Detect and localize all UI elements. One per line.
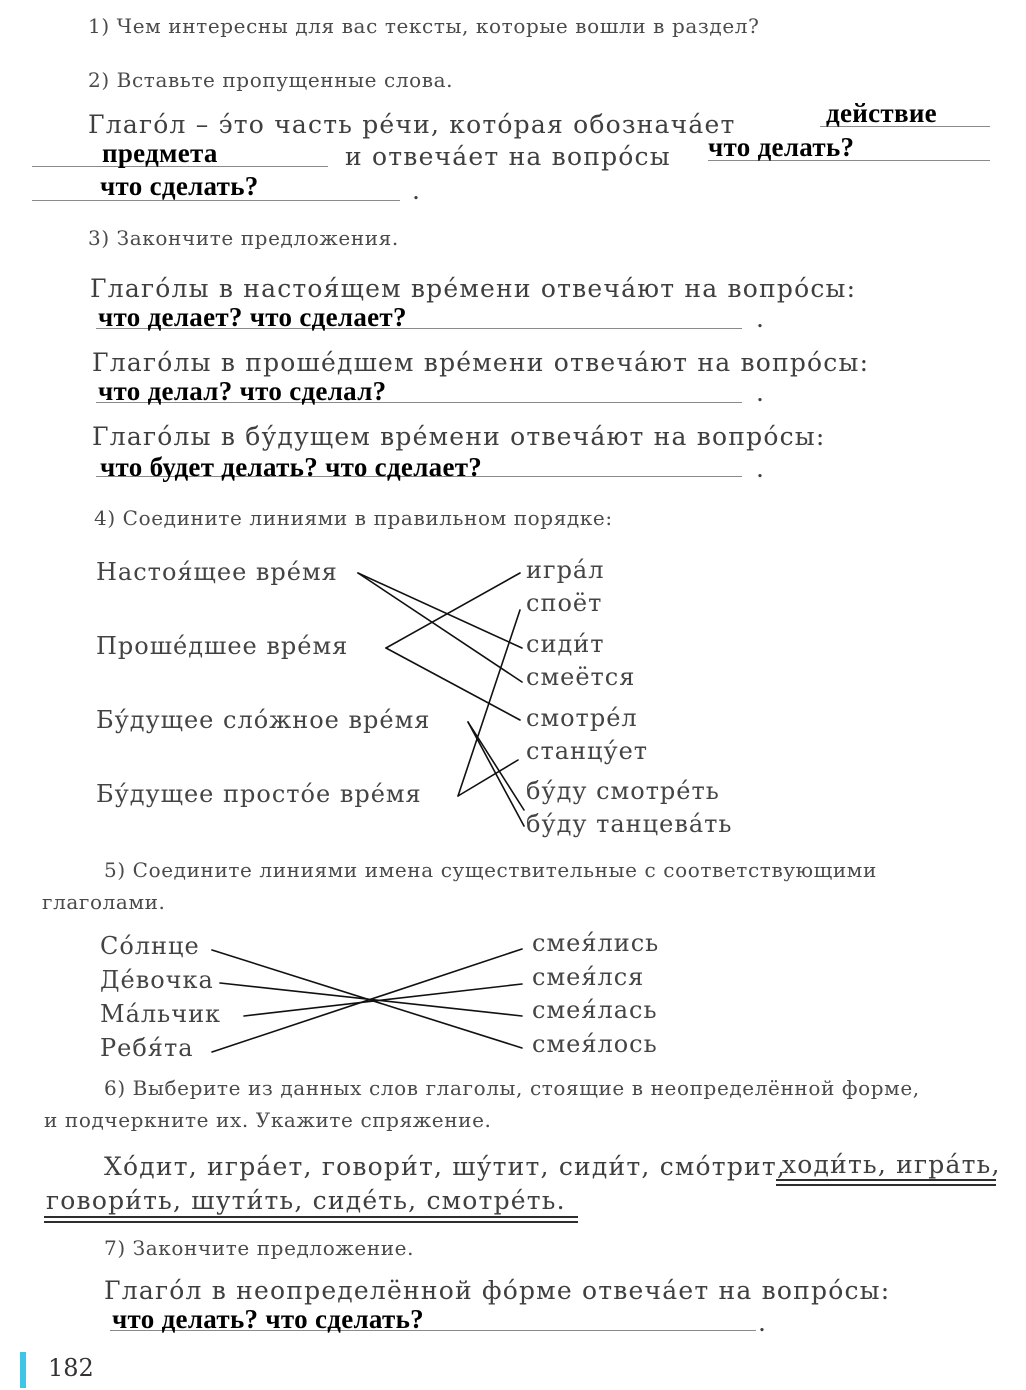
q7-answer[interactable]: что делать? что сделать? <box>112 1304 424 1334</box>
q4-line-present-smeetsya <box>358 573 522 682</box>
q5-right-3: смея́лась <box>532 996 658 1024</box>
q5-left-4: Ребя́та <box>100 1034 194 1062</box>
q6-words-underlined-1: ходи́ть, игра́ть, <box>782 1150 1001 1179</box>
q4-left-present: Настоя́щее вре́мя <box>96 558 338 586</box>
q6-words-plain: Хо́дит, игра́ет, говори́т, шу́тит, сиди́т, смо́трит, <box>104 1152 787 1181</box>
q4-right-8: бу́ду танцева́ть <box>526 810 733 838</box>
q7-text: Глаго́л в неопределённой фо́рме отвеча́ет на вопро́сы: <box>104 1276 891 1305</box>
question-5-title-line1: 5) Соедините линиями имена существительные с соответствующими <box>104 858 877 882</box>
q4-right-3: сиди́т <box>526 630 605 658</box>
q2-answer-1[interactable]: действие <box>826 98 937 128</box>
page-number: 182 <box>48 1354 94 1382</box>
q4-left-past: Проше́дшее вре́мя <box>96 632 349 660</box>
q5-left-3: Ма́льчик <box>100 1000 222 1028</box>
q4-line-simple-stancuet <box>458 760 518 796</box>
q4-line-compound-budu-smotret <box>468 722 524 810</box>
q2-answer-4[interactable]: что сделать? <box>100 171 259 201</box>
question-1: 1) Чем интересны для вас тексты, которые вошли в раздел? <box>88 14 760 38</box>
q2-sentence-mid: и отвеча́ет на вопро́сы <box>345 142 671 171</box>
question-3-title: 3) Закончите предложения. <box>88 226 399 250</box>
q4-right-4: смеётся <box>526 663 636 691</box>
q5-left-1: Со́лнце <box>100 932 200 960</box>
q3-item-1-text: Глаго́лы в настоя́щем вре́мени отвеча́ют на вопро́сы: <box>90 274 857 303</box>
q4-line-present-sidit <box>358 573 522 648</box>
question-5-title-line2: глаголами. <box>42 890 166 914</box>
q4-right-2: споёт <box>526 589 603 617</box>
q4-right-1: игра́л <box>526 556 605 584</box>
q4-left-future-compound: Бу́дущее сло́жное вре́мя <box>96 706 431 734</box>
question-6-title-line2: и подчеркните их. Укажите спряжение. <box>44 1108 492 1132</box>
q3-item-3-answer[interactable]: что будет делать? что сделает? <box>100 452 483 482</box>
q4-line-simple-spoet <box>458 610 520 796</box>
q4-line-past-smotrel <box>386 648 520 720</box>
q4-left-future-simple: Бу́дущее просто́е вре́мя <box>96 780 422 808</box>
q2-sentence-line1: Глаго́л – э́то часть ре́чи, кото́рая обознача́ет <box>88 110 736 139</box>
q5-right-2: смея́лся <box>532 963 645 991</box>
q4-right-7: бу́ду смотре́ть <box>526 777 720 805</box>
q3-item-2-text: Глаго́лы в проше́дшем вре́мени отвеча́ют на вопро́сы: <box>92 348 870 377</box>
q3-item-1-period: . <box>756 304 766 333</box>
q2-answer-2[interactable]: предмета <box>102 138 218 168</box>
q3-item-2-answer[interactable]: что делал? что сделал? <box>98 376 387 406</box>
q2-period: . <box>412 176 422 205</box>
q2-answer-3[interactable]: что делать? <box>708 132 855 162</box>
q7-period: . <box>758 1308 768 1337</box>
q3-item-3-period: . <box>756 454 766 483</box>
question-4-title: 4) Соедините линиями в правильном порядке: <box>94 506 613 530</box>
q3-item-2-period: . <box>756 378 766 407</box>
question-2-title: 2) Вставьте пропущенные слова. <box>88 68 454 92</box>
q6-words-underlined-2: говори́ть, шути́ть, сиде́ть, смотре́ть. <box>46 1186 566 1215</box>
q3-item-1-answer[interactable]: что делает? что сделает? <box>98 302 407 332</box>
q4-right-5: смотре́л <box>526 704 638 732</box>
question-7-title: 7) Закончите предложение. <box>104 1236 415 1260</box>
question-6-title-line1: 6) Выберите из данных слов глаголы, стоящие в неопределённой форме, <box>104 1076 920 1100</box>
q5-right-1: смея́лись <box>532 929 660 957</box>
q5-left-2: Де́вочка <box>100 966 214 994</box>
q4-right-6: станцу́ет <box>526 737 649 765</box>
q5-right-4: смея́лось <box>532 1030 658 1058</box>
q3-item-3-text: Глаго́лы в бу́дущем вре́мени отвеча́ют на вопро́сы: <box>92 422 826 451</box>
